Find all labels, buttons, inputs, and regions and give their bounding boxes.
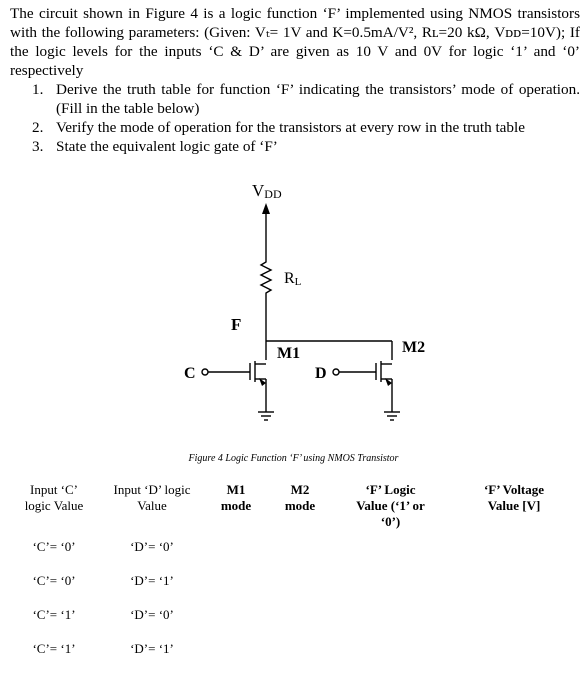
table-header-cell: ‘F’ Voltage Value [V]: [483, 482, 545, 513]
load-resistor: [261, 258, 271, 296]
task-text: Derive the truth table for function ‘F’ indicating the transistors’ mode of operation. (Fill in the table below): [56, 81, 580, 117]
table-header-cell: Input ‘C’ logic Value: [24, 482, 84, 513]
answer-cell[interactable]: [268, 632, 332, 666]
task-text: State the equivalent logic gate of ‘F’: [56, 138, 278, 155]
input-value-cell: ‘D’= ‘1’: [130, 641, 174, 656]
table-header-row: [8, 476, 579, 530]
task-item-1: [10, 80, 580, 118]
resistor-label: RL: [284, 270, 302, 288]
output-f-label: F: [231, 315, 242, 334]
task-text: Verify the mode of operation for the transistors at every row in the truth table: [56, 119, 525, 136]
table-body: [8, 530, 579, 666]
table-header-cell: M2 mode: [284, 482, 316, 513]
truth-table: [8, 476, 579, 666]
table-row: [8, 530, 579, 564]
input-c-label: C: [184, 365, 196, 382]
answer-cell[interactable]: [204, 632, 268, 666]
input-value-cell: ‘D’= ‘0’: [130, 607, 174, 622]
ground-icon: [384, 412, 400, 420]
table-header-cell: M1 mode: [220, 482, 252, 513]
answer-cell[interactable]: [449, 598, 579, 632]
answer-cell[interactable]: [268, 530, 332, 564]
answer-cell[interactable]: [332, 598, 449, 632]
answer-cell[interactable]: [332, 530, 449, 564]
task-number: 1.: [32, 81, 44, 98]
circuit-diagram: [0, 170, 587, 480]
input-value-cell: ‘D’= ‘1’: [130, 573, 174, 588]
vdd-arrow-icon: [262, 203, 270, 214]
task-list: [10, 80, 580, 156]
input-value-cell: ‘C’= ‘1’: [32, 607, 76, 622]
m2-label: M2: [402, 339, 426, 356]
problem-intro: [10, 4, 580, 80]
answer-cell[interactable]: [332, 564, 449, 598]
answer-cell[interactable]: [332, 632, 449, 666]
answer-cell[interactable]: [204, 530, 268, 564]
input-d-label: D: [315, 365, 327, 382]
answer-cell[interactable]: [268, 564, 332, 598]
input-value-cell: ‘C’= ‘1’: [32, 641, 76, 656]
table-header-cell: Input ‘D’ logic Value: [113, 482, 191, 513]
vdd-label: VDD: [252, 181, 282, 201]
input-value-cell: ‘C’= ‘0’: [32, 539, 76, 554]
table-header-cell: ‘F’ Logic Value (‘1’ or ‘0’): [356, 482, 425, 529]
table-row: [8, 632, 579, 666]
input-c-terminal: [202, 369, 208, 375]
answer-cell[interactable]: [449, 530, 579, 564]
answer-cell[interactable]: [204, 564, 268, 598]
answer-cell[interactable]: [449, 632, 579, 666]
intro-paragraph: The circuit shown in Figure 4 is a logic function ‘F’ implemented using NMOS transistors with the following parameters: (Given: Vₜ= 1V and K=0.5mA/V², Rʟ=20 kΩ, Vᴅᴅ=10V); If the logic levels for the inputs ‘C & D’ are given as 10 V and 0V for logic ‘1’ and ‘0’ respectively: [10, 5, 580, 79]
figure-caption: Figure 4 Logic Function ‘F’ using NMOS Transistor: [188, 453, 399, 464]
answer-cell[interactable]: [204, 598, 268, 632]
table-row: [8, 598, 579, 632]
task-number: 2.: [32, 119, 44, 136]
answer-cell[interactable]: [268, 598, 332, 632]
table-row: [8, 564, 579, 598]
input-value-cell: ‘D’= ‘0’: [130, 539, 174, 554]
input-value-cell: ‘C’= ‘0’: [32, 573, 76, 588]
m1-label: M1: [277, 345, 301, 362]
answer-cell[interactable]: [449, 564, 579, 598]
task-item-2: [10, 118, 580, 137]
input-d-terminal: [333, 369, 339, 375]
task-item-3: [10, 137, 580, 156]
task-number: 3.: [32, 138, 44, 155]
ground-icon: [258, 412, 274, 420]
